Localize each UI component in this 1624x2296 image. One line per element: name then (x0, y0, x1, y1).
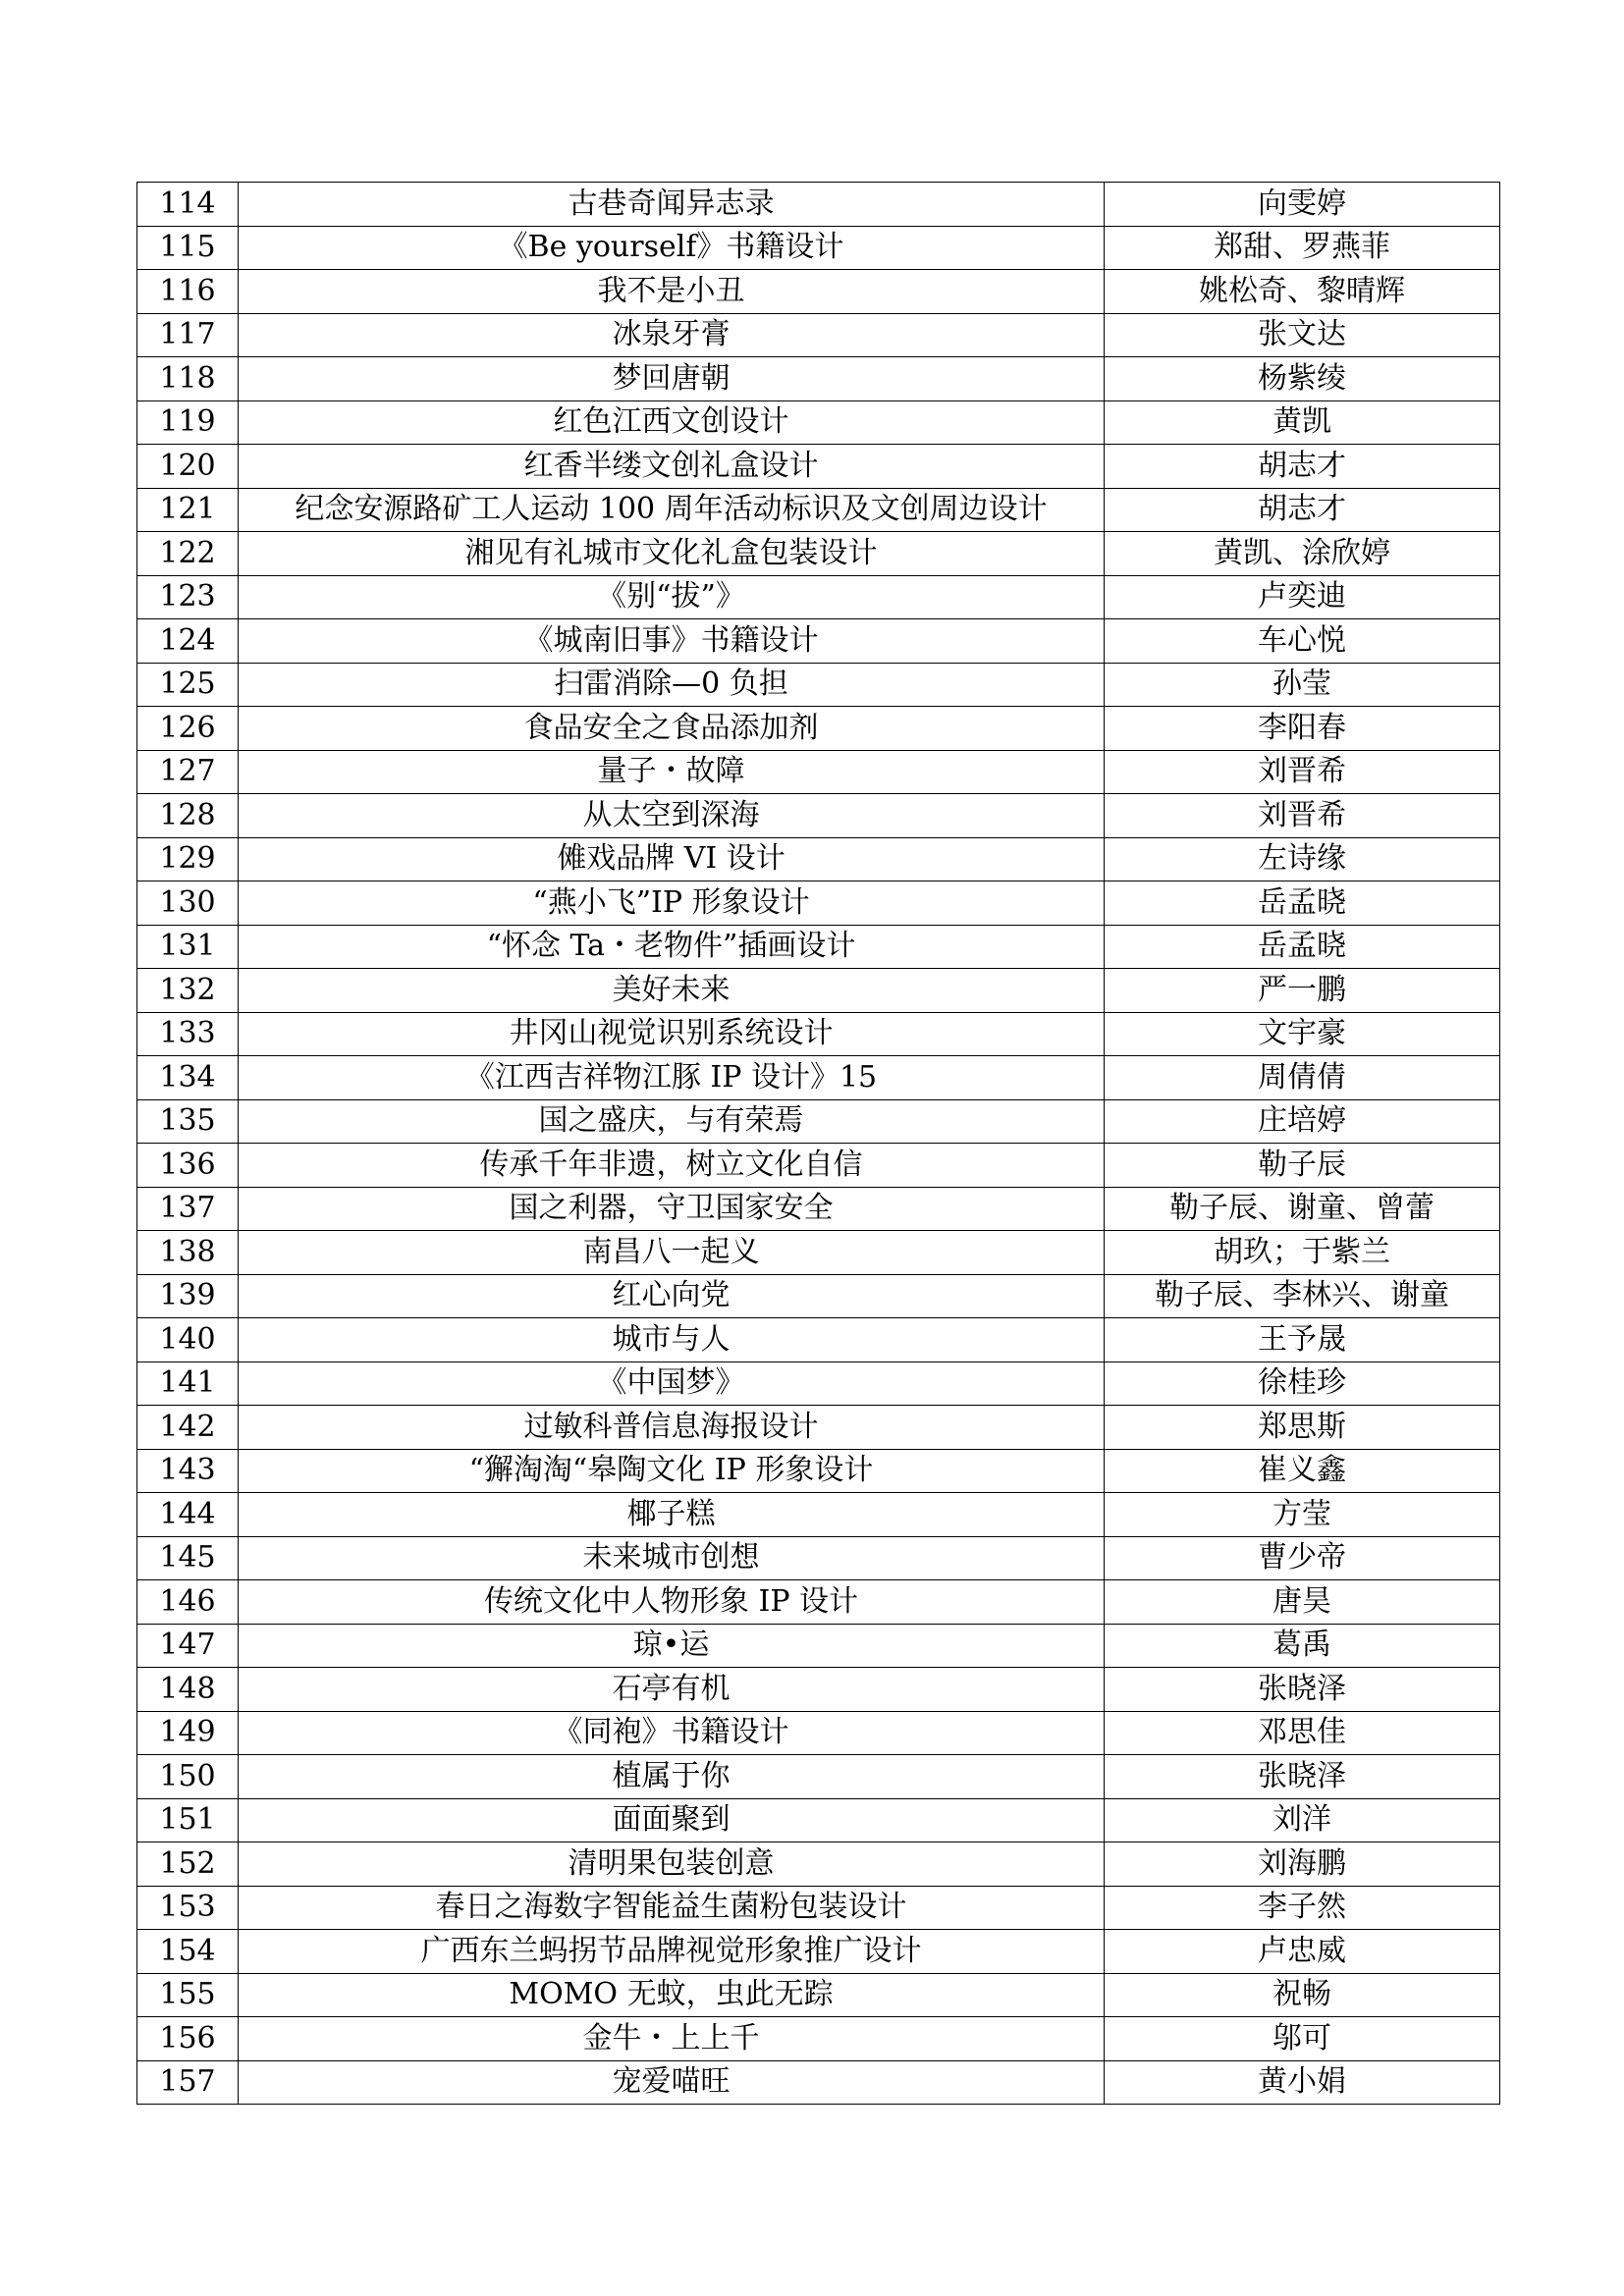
author-cell: 岳孟晓 (1105, 881, 1500, 926)
row-number-cell: 153 (137, 1886, 239, 1930)
table-row (137, 1798, 1500, 1842)
work-title-cell: 宠爱喵旺 (239, 2060, 1105, 2105)
work-title-cell: 未来城市创想 (239, 1536, 1105, 1580)
row-number-cell: 129 (137, 837, 239, 881)
table-row (137, 1362, 1500, 1406)
work-title-cell: “獬淘淘“皋陶文化 IP 形象设计 (239, 1449, 1105, 1493)
table-row (137, 313, 1500, 357)
work-title-cell: 《中国梦》 (239, 1362, 1105, 1406)
table-row (137, 750, 1500, 794)
author-cell: 卢忠威 (1105, 1930, 1500, 1974)
row-number-cell: 151 (137, 1798, 239, 1842)
row-number-cell: 125 (137, 663, 239, 707)
work-title-cell: 清明果包装创意 (239, 1842, 1105, 1887)
author-cell: 葛禹 (1105, 1624, 1500, 1668)
row-number-cell: 117 (137, 313, 239, 357)
author-cell: 王予晟 (1105, 1318, 1500, 1362)
author-cell: 左诗缘 (1105, 837, 1500, 881)
work-title-cell: 传承千年非遗，树立文化自信 (239, 1144, 1105, 1188)
work-title-cell: 春日之海数字智能益生菌粉包装设计 (239, 1886, 1105, 1930)
row-number-cell: 116 (137, 270, 239, 314)
entries-table (136, 182, 1500, 2105)
work-title-cell: 井冈山视觉识别系统设计 (239, 1012, 1105, 1056)
table-row (137, 488, 1500, 532)
author-cell: 郑思斯 (1105, 1406, 1500, 1450)
table-row (137, 1099, 1500, 1144)
row-number-cell: 137 (137, 1187, 239, 1231)
table-row (137, 400, 1500, 445)
author-cell: 孙莹 (1105, 663, 1500, 707)
table-row (137, 663, 1500, 707)
author-cell: 刘晋希 (1105, 750, 1500, 794)
row-number-cell: 156 (137, 2017, 239, 2061)
row-number-cell: 128 (137, 794, 239, 838)
row-number-cell: 145 (137, 1536, 239, 1580)
work-title-cell: 美好未来 (239, 969, 1105, 1013)
table-row (137, 1624, 1500, 1668)
work-title-cell: 《同袍》书籍设计 (239, 1711, 1105, 1755)
table-row (137, 2017, 1500, 2061)
author-cell: 刘海鹏 (1105, 1842, 1500, 1887)
work-title-cell: 琼•运 (239, 1624, 1105, 1668)
table-row (137, 925, 1500, 969)
table-row (137, 1711, 1500, 1755)
table-row (137, 837, 1500, 881)
work-title-cell: 梦回唐朝 (239, 357, 1105, 401)
table-row (137, 1406, 1500, 1450)
work-title-cell: 食品安全之食品添加剂 (239, 707, 1105, 751)
author-cell: 庄培婷 (1105, 1099, 1500, 1144)
table-row (137, 1536, 1500, 1580)
work-title-cell: 国之盛庆，与有荣焉 (239, 1099, 1105, 1144)
row-number-cell: 123 (137, 575, 239, 619)
table-row (137, 1449, 1500, 1493)
table-row (137, 1012, 1500, 1056)
row-number-cell: 136 (137, 1144, 239, 1188)
table-row (137, 1187, 1500, 1231)
author-cell: 车心悦 (1105, 619, 1500, 664)
work-title-cell: 古巷奇闻异志录 (239, 183, 1105, 227)
work-title-cell: 《城南旧事》书籍设计 (239, 619, 1105, 664)
work-title-cell: 城市与人 (239, 1318, 1105, 1362)
author-cell: 方莹 (1105, 1493, 1500, 1537)
row-number-cell: 131 (137, 925, 239, 969)
table-row (137, 1231, 1500, 1275)
work-title-cell: “怀念 Ta・老物件”插画设计 (239, 925, 1105, 969)
author-cell: 胡志才 (1105, 488, 1500, 532)
work-title-cell: 傩戏品牌 VI 设计 (239, 837, 1105, 881)
row-number-cell: 120 (137, 445, 239, 489)
row-number-cell: 135 (137, 1099, 239, 1144)
row-number-cell: 139 (137, 1274, 239, 1318)
author-cell: 勒子辰、李林兴、谢童 (1105, 1274, 1500, 1318)
work-title-cell: 扫雷消除—0 负担 (239, 663, 1105, 707)
row-number-cell: 143 (137, 1449, 239, 1493)
row-number-cell: 149 (137, 1711, 239, 1755)
author-cell: 张晓泽 (1105, 1755, 1500, 1799)
table-row (137, 1274, 1500, 1318)
work-title-cell: 《别“拔”》 (239, 575, 1105, 619)
table-row (137, 619, 1500, 664)
author-cell: 刘晋希 (1105, 794, 1500, 838)
row-number-cell: 127 (137, 750, 239, 794)
work-title-cell: 金牛・上上千 (239, 2017, 1105, 2061)
table-row (137, 1318, 1500, 1362)
work-title-cell: 石亭有机 (239, 1668, 1105, 1712)
work-title-cell: 红心向党 (239, 1274, 1105, 1318)
author-cell: 李阳春 (1105, 707, 1500, 751)
author-cell: 黄凯 (1105, 400, 1500, 445)
work-title-cell: 量子・故障 (239, 750, 1105, 794)
author-cell: 邬可 (1105, 2017, 1500, 2061)
row-number-cell: 133 (137, 1012, 239, 1056)
author-cell: 胡志才 (1105, 445, 1500, 489)
row-number-cell: 147 (137, 1624, 239, 1668)
work-title-cell: “燕小飞”IP 形象设计 (239, 881, 1105, 926)
work-title-cell: 国之利器，守卫国家安全 (239, 1187, 1105, 1231)
author-cell: 曹少帝 (1105, 1536, 1500, 1580)
table-row (137, 226, 1500, 270)
author-cell: 文宇豪 (1105, 1012, 1500, 1056)
author-cell: 黄凯、涂欣婷 (1105, 532, 1500, 576)
row-number-cell: 154 (137, 1930, 239, 1974)
author-cell: 张晓泽 (1105, 1668, 1500, 1712)
entries-table-body (137, 183, 1500, 2105)
row-number-cell: 141 (137, 1362, 239, 1406)
table-row (137, 445, 1500, 489)
table-row (137, 881, 1500, 926)
row-number-cell: 126 (137, 707, 239, 751)
work-title-cell: 广西东兰蚂拐节品牌视觉形象推广设计 (239, 1930, 1105, 1974)
row-number-cell: 114 (137, 183, 239, 227)
row-number-cell: 119 (137, 400, 239, 445)
author-cell: 崔义鑫 (1105, 1449, 1500, 1493)
author-cell: 姚松奇、黎晴辉 (1105, 270, 1500, 314)
table-row (137, 1493, 1500, 1537)
table-row (137, 270, 1500, 314)
work-title-cell: 南昌八一起义 (239, 1231, 1105, 1275)
author-cell: 黄小娟 (1105, 2060, 1500, 2105)
work-title-cell: 红色江西文创设计 (239, 400, 1105, 445)
row-number-cell: 150 (137, 1755, 239, 1799)
table-row (137, 1144, 1500, 1188)
table-row (137, 707, 1500, 751)
author-cell: 严一鹏 (1105, 969, 1500, 1013)
row-number-cell: 142 (137, 1406, 239, 1450)
table-row (137, 357, 1500, 401)
author-cell: 李子然 (1105, 1886, 1500, 1930)
table-row (137, 575, 1500, 619)
work-title-cell: MOMO 无蚊，虫此无踪 (239, 1973, 1105, 2017)
work-title-cell: 《Be yourself》书籍设计 (239, 226, 1105, 270)
table-row (137, 794, 1500, 838)
row-number-cell: 121 (137, 488, 239, 532)
author-cell: 向雯婷 (1105, 183, 1500, 227)
work-title-cell: 椰子糕 (239, 1493, 1105, 1537)
row-number-cell: 118 (137, 357, 239, 401)
row-number-cell: 155 (137, 1973, 239, 2017)
row-number-cell: 138 (137, 1231, 239, 1275)
table-row (137, 1886, 1500, 1930)
row-number-cell: 157 (137, 2060, 239, 2105)
author-cell: 勒子辰、谢童、曾蕾 (1105, 1187, 1500, 1231)
row-number-cell: 152 (137, 1842, 239, 1887)
table-row (137, 1973, 1500, 2017)
author-cell: 胡玖；于紫兰 (1105, 1231, 1500, 1275)
author-cell: 祝畅 (1105, 1973, 1500, 2017)
row-number-cell: 122 (137, 532, 239, 576)
author-cell: 邓思佳 (1105, 1711, 1500, 1755)
table-row (137, 1755, 1500, 1799)
work-title-cell: 面面聚到 (239, 1798, 1105, 1842)
author-cell: 周倩倩 (1105, 1056, 1500, 1100)
work-title-cell: 红香半缕文创礼盒设计 (239, 445, 1105, 489)
author-cell: 刘洋 (1105, 1798, 1500, 1842)
row-number-cell: 134 (137, 1056, 239, 1100)
table-row (137, 1668, 1500, 1712)
table-row (137, 1930, 1500, 1974)
work-title-cell: 植属于你 (239, 1755, 1105, 1799)
table-row (137, 1056, 1500, 1100)
author-cell: 张文达 (1105, 313, 1500, 357)
table-row (137, 2060, 1500, 2105)
table-row (137, 183, 1500, 227)
author-cell: 勒子辰 (1105, 1144, 1500, 1188)
author-cell: 卢奕迪 (1105, 575, 1500, 619)
row-number-cell: 148 (137, 1668, 239, 1712)
work-title-cell: 纪念安源路矿工人运动 100 周年活动标识及文创周边设计 (239, 488, 1105, 532)
author-cell: 岳孟晓 (1105, 925, 1500, 969)
work-title-cell: 湘见有礼城市文化礼盒包装设计 (239, 532, 1105, 576)
author-cell: 郑甜、罗燕菲 (1105, 226, 1500, 270)
table-row (137, 532, 1500, 576)
work-title-cell: 冰泉牙膏 (239, 313, 1105, 357)
author-cell: 唐昊 (1105, 1580, 1500, 1625)
row-number-cell: 115 (137, 226, 239, 270)
row-number-cell: 130 (137, 881, 239, 926)
row-number-cell: 144 (137, 1493, 239, 1537)
table-row (137, 1842, 1500, 1887)
row-number-cell: 146 (137, 1580, 239, 1625)
row-number-cell: 124 (137, 619, 239, 664)
work-title-cell: 从太空到深海 (239, 794, 1105, 838)
work-title-cell: 传统文化中人物形象 IP 设计 (239, 1580, 1105, 1625)
table-row (137, 969, 1500, 1013)
row-number-cell: 140 (137, 1318, 239, 1362)
work-title-cell: 我不是小丑 (239, 270, 1105, 314)
row-number-cell: 132 (137, 969, 239, 1013)
table-row (137, 1580, 1500, 1625)
author-cell: 杨紫绫 (1105, 357, 1500, 401)
author-cell: 徐桂珍 (1105, 1362, 1500, 1406)
work-title-cell: 《江西吉祥物江豚 IP 设计》15 (239, 1056, 1105, 1100)
work-title-cell: 过敏科普信息海报设计 (239, 1406, 1105, 1450)
